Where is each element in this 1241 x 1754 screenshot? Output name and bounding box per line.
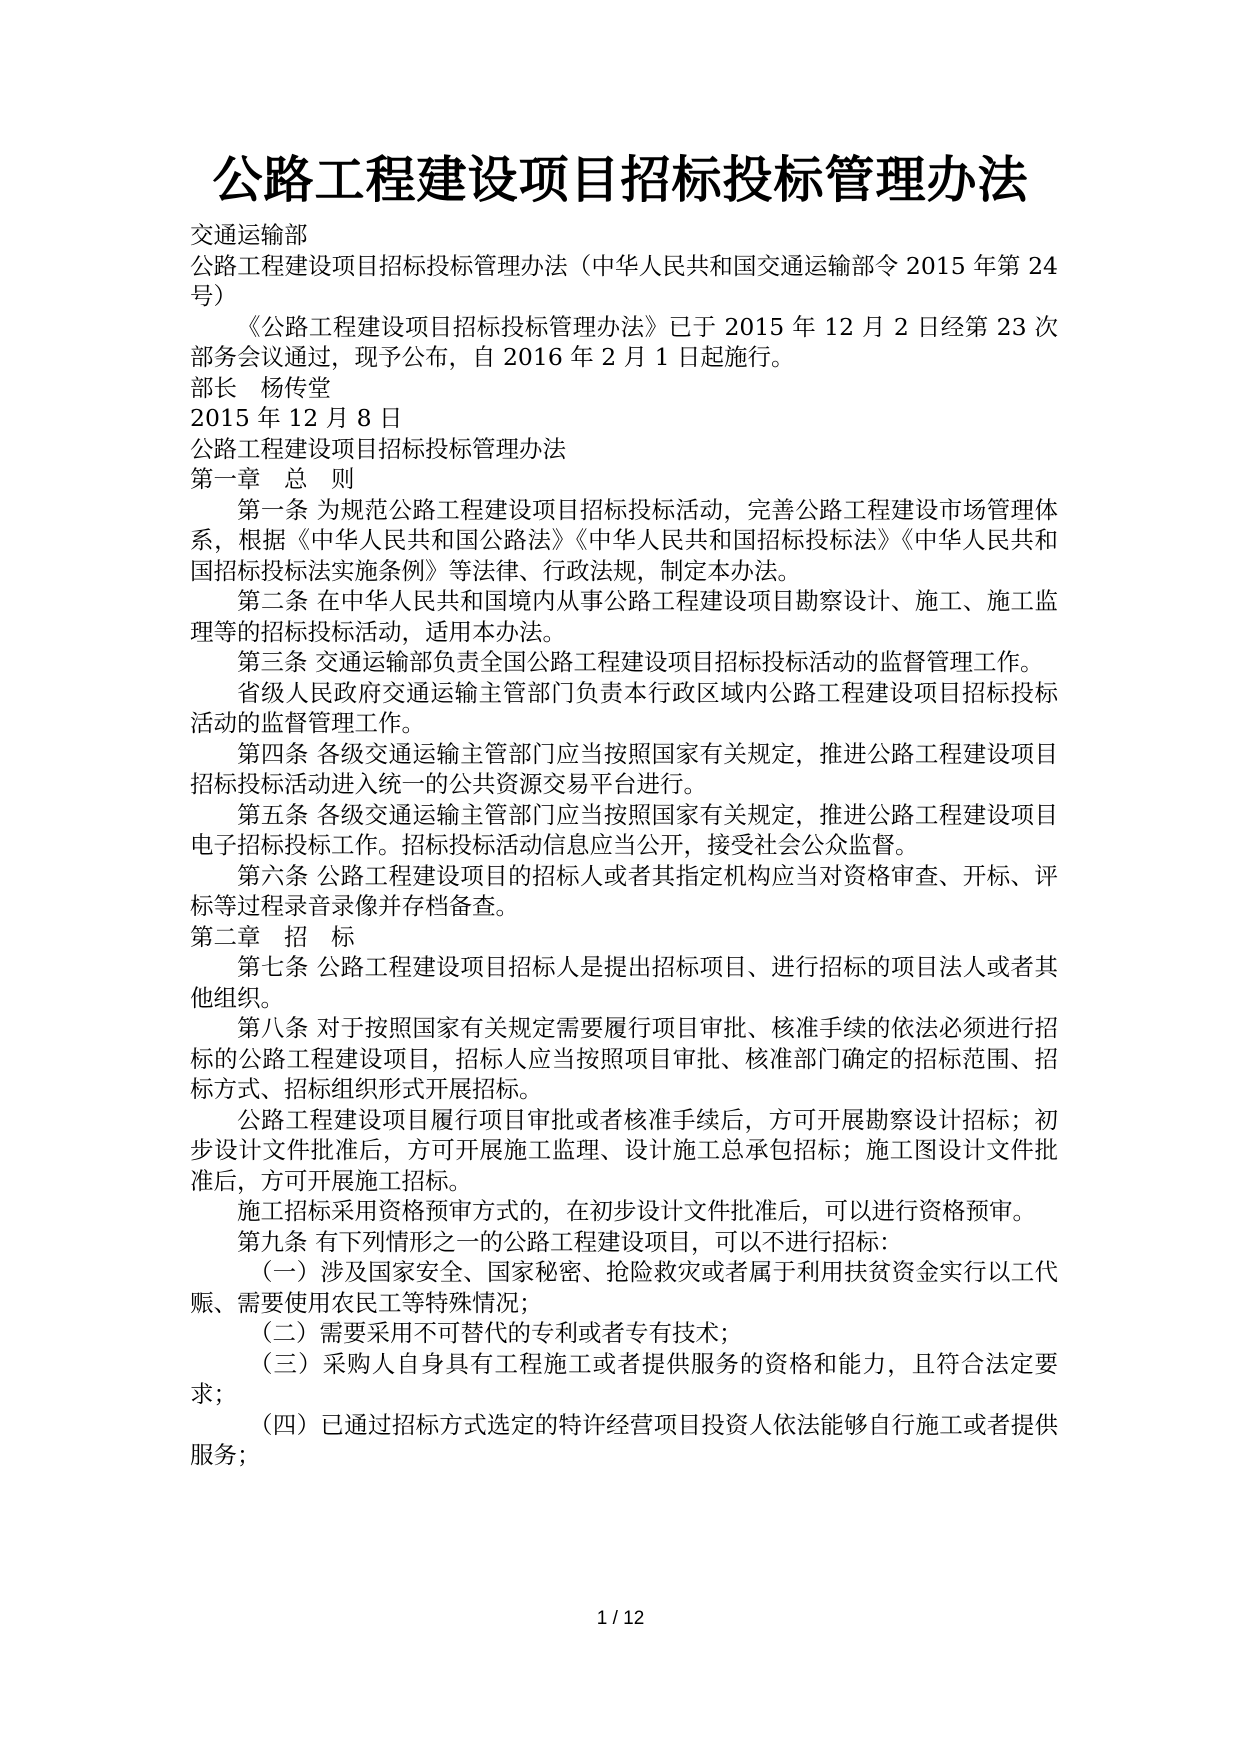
paragraph: （三）采购人自身具有工程施工或者提供服务的资格和能力，且符合法定要求；: [190, 1349, 1058, 1408]
paragraph: 第五条 各级交通运输主管部门应当按照国家有关规定，推进公路工程建设项目电子招标投标工作。招标投标活动信息应当公开，接受社会公众监督。: [190, 800, 1058, 859]
paragraph: （一）涉及国家安全、国家秘密、抢险救灾或者属于利用扶贫资金实行以工代赈、需要使用农民工等特殊情况；: [190, 1258, 1058, 1317]
paragraph: 施工招标采用资格预审方式的，在初步设计文件批准后，可以进行资格预审。: [237, 1197, 1036, 1225]
paragraph: 《公路工程建设项目招标投标管理办法》已于 2015 年 12 月 2 日经第 23 次部务会议通过，现予公布，自 2016 年 2 月 1 日起施行。: [190, 312, 1058, 371]
document-title: 公路工程建设项目招标投标管理办法: [212, 151, 1029, 209]
paragraph: 第三条 交通运输部负责全国公路工程建设项目招标投标活动的监督管理工作。: [237, 648, 1044, 676]
paragraph: 第四条 各级交通运输主管部门应当按照国家有关规定，推进公路工程建设项目招标投标活动进入统一的公共资源交易平台进行。: [190, 739, 1058, 798]
paragraph: 公路工程建设项目履行项目审批或者核准手续后，方可开展勘察设计招标；初步设计文件批准后，方可开展施工监理、设计施工总承包招标；施工图设计文件批准后，方可开展施工招标。: [190, 1105, 1058, 1195]
paragraph: （四）已通过招标方式选定的特许经营项目投资人依法能够自行施工或者提供服务；: [190, 1410, 1058, 1469]
paragraph: 第一章 总 则: [190, 465, 355, 493]
paragraph: 第七条 公路工程建设项目招标人是提出招标项目、进行招标的项目法人或者其他组织。: [190, 953, 1058, 1012]
paragraph: 公路工程建设项目招标投标管理办法（中华人民共和国交通运输部令 2015 年第 24 号）: [190, 251, 1058, 310]
paragraph: 第一条 为规范公路工程建设项目招标投标活动，完善公路工程建设市场管理体系，根据《中华人民共和国公路法》《中华人民共和国招标投标法》《中华人民共和国招标投标法实施条例》等法律、行政法规，制定本办法。: [190, 495, 1058, 585]
paragraph: 第六条 公路工程建设项目的招标人或者其指定机构应当对资格审查、开标、评标等过程录音录像并存档备查。: [190, 861, 1058, 920]
paragraph: 省级人民政府交通运输主管部门负责本行政区域内公路工程建设项目招标投标活动的监督管理工作。: [190, 678, 1058, 737]
paragraph: 部长 杨传堂: [190, 373, 331, 402]
paragraph: （二）需要采用不可替代的专利或者专有技术；: [249, 1319, 743, 1347]
paragraph: 第八条 对于按照国家有关规定需要履行项目审批、核准手续的依法必须进行招标的公路工程建设项目，招标人应当按照项目审批、核准部门确定的招标范围、招标方式、招标组织形式开展招标。: [190, 1014, 1058, 1103]
paragraph: 第二条 在中华人民共和国境内从事公路工程建设项目勘察设计、施工、施工监理等的招标投标活动，适用本办法。: [190, 587, 1058, 646]
paragraph: 第二章 招 标: [190, 922, 355, 951]
paragraph: 交通运输部: [190, 221, 308, 249]
paragraph: 公路工程建设项目招标投标管理办法: [190, 434, 566, 463]
paragraph: 2015 年 12 月 8 日: [190, 404, 403, 432]
paragraph: 第九条 有下列情形之一的公路工程建设项目，可以不进行招标：: [237, 1227, 903, 1256]
document-body: [190, 220, 1058, 1471]
page-number: 1 / 12: [596, 1608, 645, 1629]
